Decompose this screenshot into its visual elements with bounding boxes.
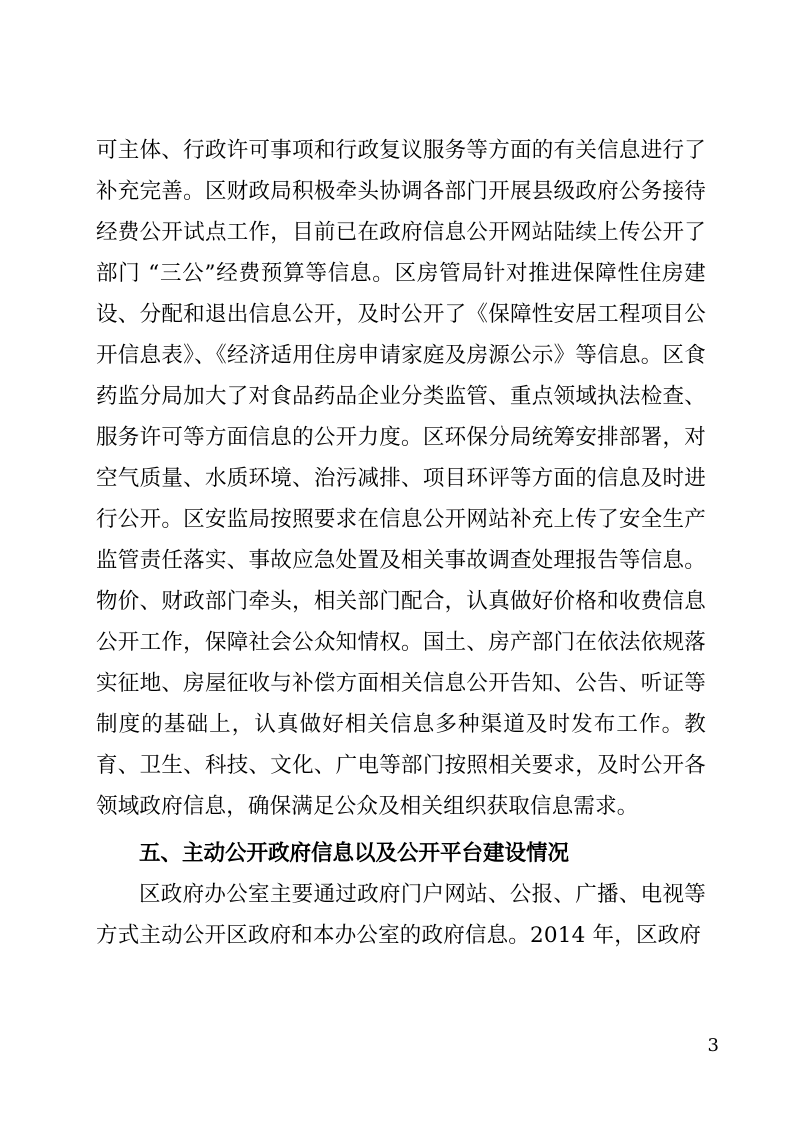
section-heading: 五、主动公开政府信息以及公开平台建设情况 (139, 841, 570, 866)
page-number: 3 (707, 1035, 719, 1056)
paragraph-2: 区政府办公室主要通过政府门户网站、公报、广播、电视等方式主动公开区政府和本办公室的政府信息。2014 年，区政府 (96, 882, 706, 948)
paragraph-1: 可主体、行政许可事项和行政复议服务等方面的有关信息进行了补充完善。区财政局积极牵头协调各部门开展县级政府公务接待经费公开试点工作，目前已在政府信息公开网站陆续上传公开了部门 “三公”经费预算等信息。区房管局针对推进保障性住房建设、分配和退出信息公开，及时公开了《保障性安居工程项目公开信息表》、《经济适用住房申请家庭及房源公示》等信息。区食药监分局加大了对食品药品企业分类监管、重点领域执法检查、服务许可等方面信息的公开力度。区环保分局统筹安排部署，对空气质量、水质环境、治污减排、项目环评等方面的信息及时进行公开。区安监局按照要求在信息公开网站补充上传了安全生产监管责任落实、事故应急处置及相关事故调查处理报告等信息。物价、财政部门牵头，相关部门配合，认真做好价格和收费信息公开工作，保障社会公众知情权。国土、房产部门在依法依规落实征地、房屋征收与补偿方面相关信息公开告知、公告、听证等制度的基础上，认真做好相关信息多种渠道及时发布工作。教育、卫生、科技、文化、广电等部门按照相关要求，及时公开各领域政府信息，确保满足公众及相关组织获取信息需求。 (96, 138, 706, 819)
page-content (96, 130, 706, 956)
